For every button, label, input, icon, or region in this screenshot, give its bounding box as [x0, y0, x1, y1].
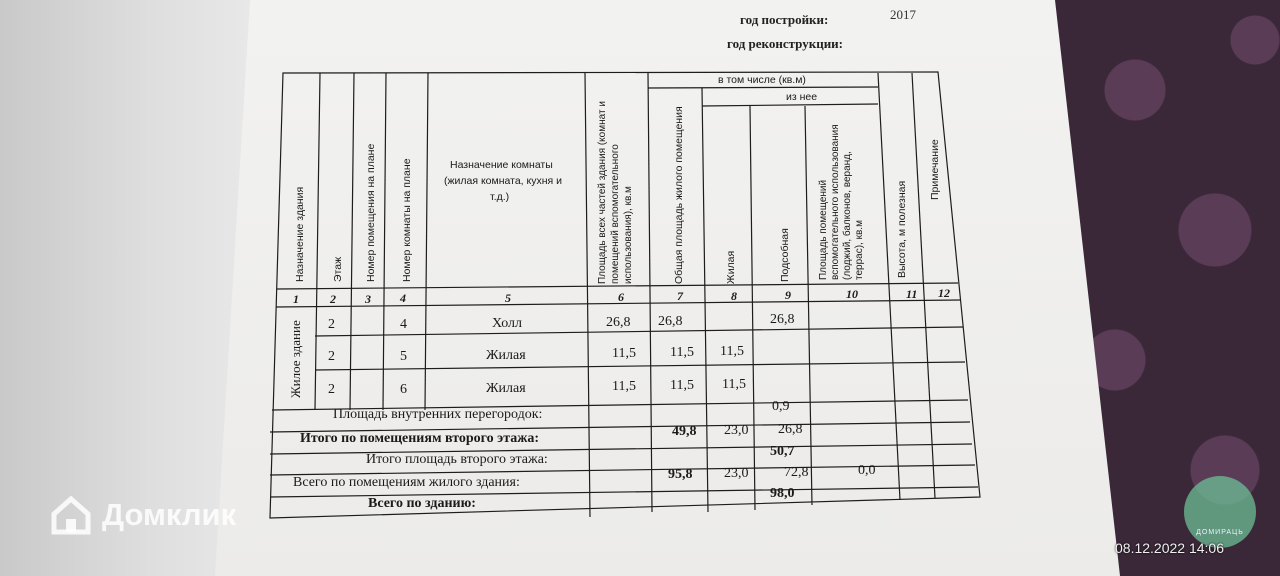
floor-rooms-total: 49,8: [672, 424, 697, 439]
col-header-living: Жилая: [725, 250, 737, 284]
col-header-note: Примечание: [929, 139, 941, 200]
col-number-4: 4: [400, 291, 406, 305]
building-rooms-balcony: 0,0: [858, 463, 876, 478]
col-header-room-no-plan: Номер комнаты на плане: [401, 158, 413, 282]
floor-rooms-aux: 26,8: [778, 422, 803, 437]
col-header-height: Высота, м полезная: [896, 180, 908, 278]
row1-living-total: 26,8: [658, 314, 683, 329]
row3-living: 11,5: [722, 377, 746, 392]
building-type: Жилое здание: [288, 320, 303, 398]
col-number-12: 12: [938, 286, 950, 300]
building-rooms-aux: 72,8: [784, 465, 809, 480]
rule-group-top: [648, 87, 878, 88]
col-header-purpose-line3: т.д.): [490, 191, 510, 203]
col-header-balcony-line2: вспомогательного использования: [830, 124, 841, 280]
row1-auxiliary: 26,8: [770, 312, 795, 327]
row2-total: 11,5: [612, 346, 636, 361]
row1-purpose: Холл: [492, 316, 523, 331]
col-number-8: 8: [731, 289, 737, 303]
col-header-auxiliary: Подсобная: [779, 228, 791, 282]
col-header-total-area-line1: Площадь всех частей здания (комнат и: [597, 101, 608, 284]
row2-living-total: 11,5: [670, 345, 694, 360]
col-number-1: 1: [293, 292, 299, 306]
rule-subgroup-top: [702, 104, 878, 106]
building-total-label: Всего по зданию:: [368, 496, 476, 511]
row2-floor: 2: [328, 349, 335, 364]
floor-rooms-living: 23,0: [724, 423, 749, 438]
row3-floor: 2: [328, 382, 335, 397]
photo-timestamp: 08.12.2022 14:06: [1115, 540, 1224, 556]
col-header-purpose-line1: Назначение комнаты: [450, 159, 553, 171]
col-header-group-in-total: в том числе (кв.м): [718, 74, 806, 86]
building-rooms-living: 23,0: [724, 466, 749, 481]
partitions-value: 0,9: [772, 399, 790, 414]
col-number-6: 6: [618, 290, 624, 304]
col-number-7: 7: [677, 289, 683, 303]
col-header-group-of-which: из нее: [786, 91, 818, 103]
row1-floor: 2: [328, 317, 335, 332]
row3-living-total: 11,5: [670, 378, 694, 393]
col-header-room-number-plan: Номер помещения на плане: [365, 143, 377, 282]
row2-room-no: 5: [400, 349, 407, 364]
col-number-9: 9: [785, 288, 791, 302]
col-header-total-area-line2: помещений вспомогательного: [610, 144, 621, 284]
build-year-label: год постройки:: [740, 12, 829, 27]
col-header-floor: Этаж: [332, 256, 344, 282]
row3-total: 11,5: [612, 379, 636, 394]
col-header-living-total: Общая площадь жилого помещения: [673, 106, 685, 284]
col-header-balcony-line4: террас), кв.м: [854, 220, 865, 280]
row3-room-no: 6: [400, 382, 407, 397]
building-total-value: 98,0: [770, 486, 795, 501]
col-number-3: 3: [365, 292, 371, 306]
col-number-5: 5: [505, 291, 511, 305]
building-rooms-total: 95,8: [668, 467, 693, 482]
home-icon: [48, 492, 94, 538]
corner-logo: [1184, 476, 1256, 548]
col-number-10: 10: [846, 287, 858, 301]
domclick-watermark: [48, 492, 236, 538]
building-rooms-label: Всего по помещениям жилого здания:: [293, 475, 520, 490]
col-number-2: 2: [330, 292, 336, 306]
corner-logo-text: ДОМИРАЦЬ: [1196, 529, 1244, 536]
build-year-value: 2017: [890, 7, 916, 22]
floor-rooms-label: Итого по помещениям второго этажа:: [300, 431, 540, 446]
row2-purpose: Жилая: [486, 348, 526, 363]
partitions-label: Площадь внутренних перегородок:: [333, 407, 543, 422]
floor-area-label: Итого площадь второго этажа:: [366, 452, 548, 467]
col-header-purpose-line2: (жилая комната, кухня и: [444, 175, 562, 187]
col-header-total-area-line3: использования), кв.м: [623, 186, 634, 284]
floor-area-value: 50,7: [770, 444, 795, 459]
row1-total: 26,8: [606, 315, 631, 330]
reconstruction-year-label: год реконструкции:: [727, 36, 844, 51]
row2-living: 11,5: [720, 344, 744, 359]
col-number-11: 11: [906, 287, 918, 301]
col-header-balcony-line1: Площадь помещений: [818, 179, 829, 280]
col-header-balcony-line3: (лоджий, балконов, веранд,: [842, 151, 853, 280]
watermark-text: Домклик: [102, 497, 237, 532]
row1-room-no: 4: [400, 317, 407, 332]
col-header-building-purpose: Назначение здания: [294, 186, 306, 282]
row3-purpose: Жилая: [486, 381, 526, 396]
